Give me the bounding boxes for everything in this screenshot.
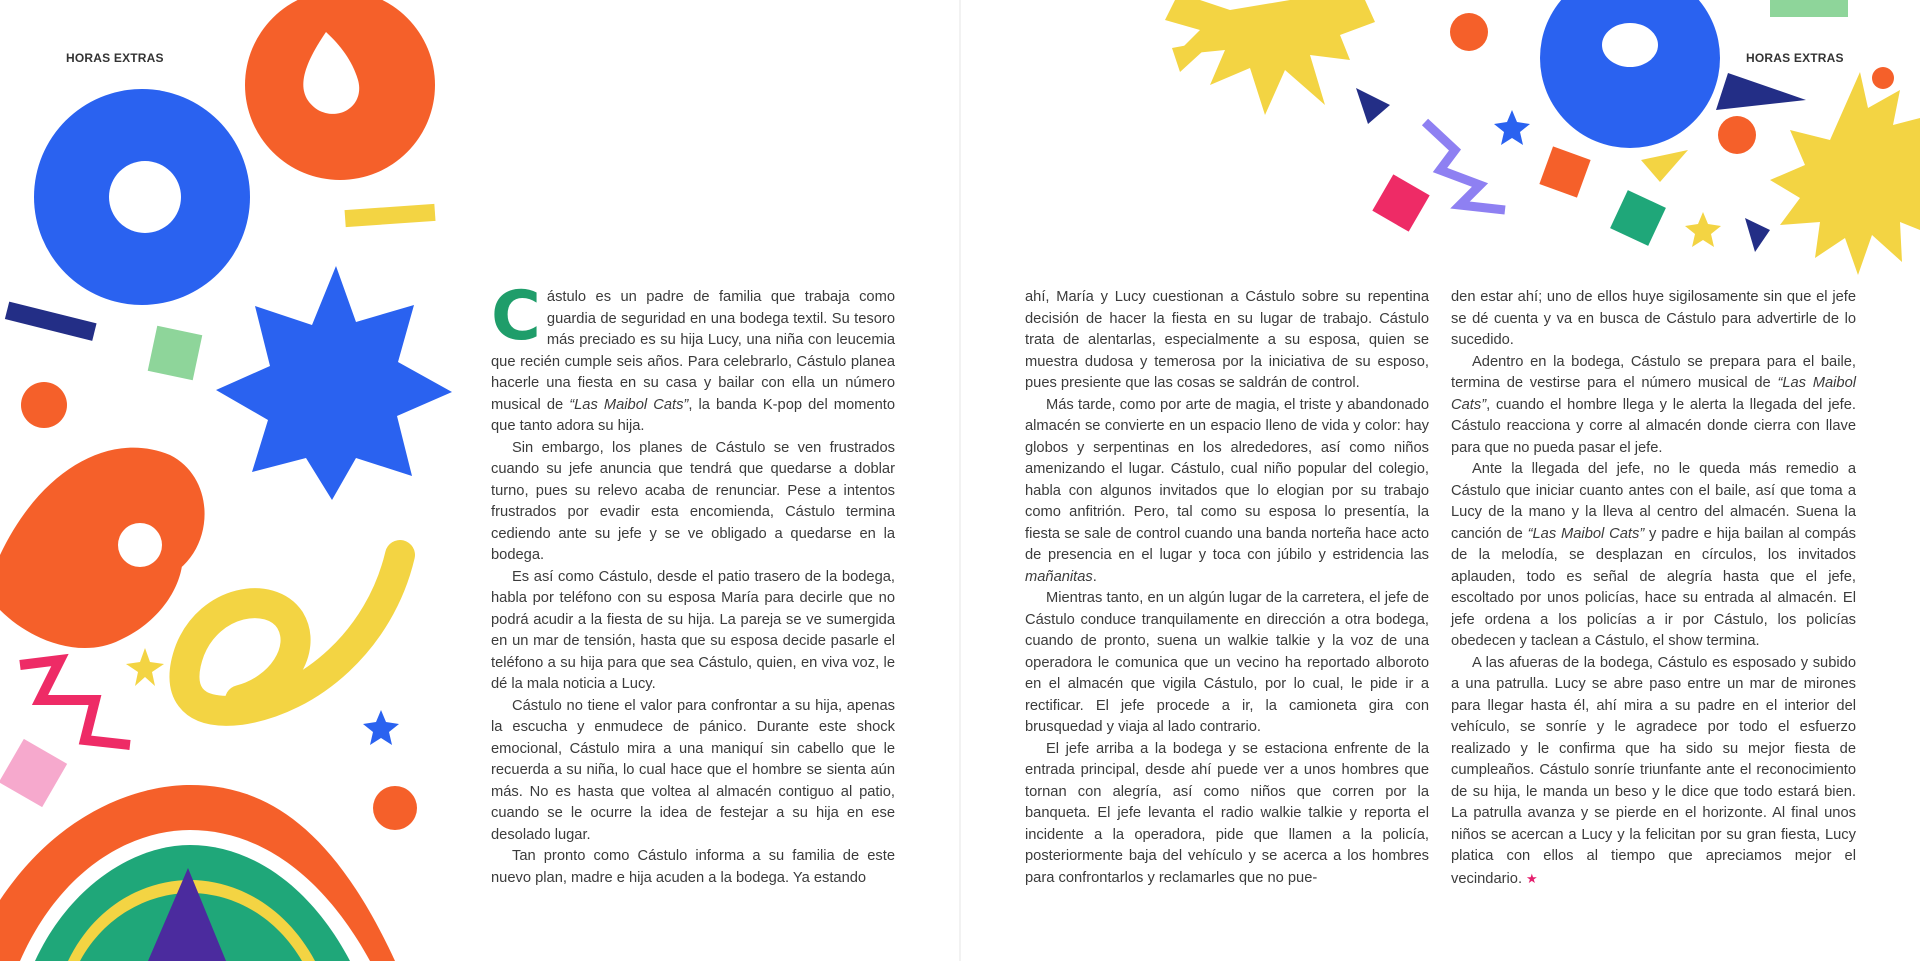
yellow-shard xyxy=(1172,40,1215,72)
story-column-2 xyxy=(1025,287,1429,889)
navy-triangle-1 xyxy=(1356,88,1390,124)
navy-bar xyxy=(5,302,97,341)
page-gutter xyxy=(959,0,961,961)
yellow-loop xyxy=(184,555,400,711)
orange-dot xyxy=(21,382,67,428)
orange-loop xyxy=(0,448,205,648)
orange-diamond xyxy=(1539,146,1590,197)
orange-drop-shape xyxy=(245,0,435,180)
paragraph: El jefe arriba a la bodega y se estaciona enfrente de la entrada principal, desde ahí puede ver a unos hombres que tornan con alegría, así como niños que corren por la banqueta. El jefe levanta el radio walkie talkie y reporta el incidente a la operadora, pide que llamen a la policía, posteriormente baja del vehículo y se acerca a los hombres para confrontarlos y reclamarles que no pue- xyxy=(1025,740,1429,886)
paragraph: A las afueras de la bodega, Cástulo es esposado y subido a una patrulla. Lucy se abre paso entre un mar de mirones para llegar hasta él, ahí mira a su padre en el interior del vehículo, se sonríe y le agradece por todo el esfuerzo realizado y le confirma que ha sido su mejor fiesta de cumpleaños. Cástulo sonríe triunfante ante el reconocimiento de su hija, le manda un beso y le dice que todo estará bien. La patrulla avanza y se pierde en el horizonte. Al final unos niños se acercan a Lucy y la felicitan por su gran fiesta, Lucy platica con ellos al tiempo que apreciamos mejor el vecindario. ★ xyxy=(1451,654,1856,887)
paragraph: Mientras tanto, en un algún lugar de la carretera, el jefe de Cástulo conduce tranquilamente en dirección a otra bodega, cuando de pronto, suena un walkie talkie y la voz de una operadora le comunica que un vecino ha reportado alboroto en el almacén que vigila Cástulo, por lo cual, le pide ir a rectificar. El jefe procede a ir, la camioneta gira con brusquedad y viaja al lado contrario. xyxy=(1025,590,1429,735)
red-diamond xyxy=(1372,174,1429,231)
mint-diamond xyxy=(1610,190,1666,246)
rainbow-arch xyxy=(0,785,395,961)
paragraph: Adentro en la bodega, Cástulo se prepara para el baile, termina de vestirse para el número musical de “Las Maibol Cats”, cuando el hombre llega y le alerta la llegada del jefe. Cástulo reacciona y corre al almacén donde cierra con llave para que no pueda pasar el jefe. xyxy=(1451,353,1856,456)
paragraph: den estar ahí; uno de ellos huye sigilosamente sin que el jefe se dé cuenta y va en busca de Cástulo para advertirle de lo sucedido. xyxy=(1451,289,1856,348)
paragraph: ahí, María y Lucy cuestionan a Cástulo sobre su repentina decisión de hacer la fiesta en su lugar de trabajo. Cástulo trata de alentarlas, especialmente a su esposa, quien se muestra dudosa y temerosa por la iniciativa de su esposo, pues presiente que las cosas se saldrán de control. xyxy=(1025,289,1429,391)
mint-square xyxy=(148,326,203,381)
pink-zigzag xyxy=(20,660,130,745)
orange-dot-right-1 xyxy=(1450,13,1488,51)
section-label-right: HORAS EXTRAS xyxy=(1746,51,1844,65)
navy-triangle-3 xyxy=(1745,218,1770,252)
yellow-bar xyxy=(345,204,436,227)
paragraph: Es así como Cástulo, desde el patio trasero de la bodega, habla por teléfono con su esposa María para decirle que no podrá acudir a la fiesta de su hija. La pareja se ve sumergida en un mar de tensión, hasta que su esposa decide pasarle el teléfono a su hija para que sea Cástulo, quien, en viva voz, le dé la mala noticia a Lucy. xyxy=(491,568,895,692)
story-column-1 xyxy=(491,277,895,889)
blue-star xyxy=(216,266,452,500)
blue-sparkle-right xyxy=(1494,110,1530,145)
orange-dot-right-3 xyxy=(1718,116,1756,154)
yellow-sparkle xyxy=(126,648,164,686)
yellow-sparkle-right xyxy=(1685,212,1721,247)
blue-ring-right xyxy=(1540,0,1720,148)
orange-dot-right-2 xyxy=(1872,67,1894,89)
blue-sparkle xyxy=(363,710,399,745)
yellow-shard-2 xyxy=(1641,150,1688,182)
lilac-zigzag xyxy=(1425,122,1505,210)
paragraph: Más tarde, como por arte de magia, el triste y abandonado almacén se convierte en un espacio lleno de vida y color: hay globos y serpentinas en los alrededores, así como niños amenizando el lugar. Cástulo, cual niño popular del colegio, habla con algunos invitados que lo elogian por su trabajo como anfitrión. Pero, tal como su esposa lo presentía, la fiesta se sale de control cuando una banda norteña hace acto de presencia en el lugar y toca con júbilo y estridencia las mañanitas. xyxy=(1025,396,1429,585)
pink-square xyxy=(0,739,67,807)
paragraph: Sin embargo, los planes de Cástulo se ven frustrados cuando su jefe anuncia que tendrá que quedarse a doblar turno, pues su relevo acaba de renunciar. Pese a intentos frustrados por evadir esta encomienda, Cástulo termina cediendo ante su jefe y se ve obligado a quedarse en la bodega. xyxy=(491,439,895,563)
paragraph: Cástulo es un padre de familia que trabaja como guardia de seguridad en una bodega textil. Su tesoro más preciado es su hija Lucy, una niña con leucemia que recién cumple seis años. Para celebrarlo, Cástulo planea hacerle una fiesta en su casa y bailar con ella un número musical de “Las Maibol Cats”, la banda K-pop del momento que tanto adora su hija. xyxy=(491,277,895,434)
blue-ring xyxy=(34,89,250,305)
paragraph: Tan pronto como Cástulo informa a su familia de este nuevo plan, madre e hija acuden a la bodega. Ya estando xyxy=(491,848,895,886)
end-star-icon: ★ xyxy=(1526,870,1538,886)
paragraph: Cástulo no tiene el valor para confrontar a su hija, apenas la escucha y enmudece de pánico. Durante este shock emocional, Cástulo mira a una maniquí sin cabello que le recuerda a su niña, lo cual hace que el hombre se sienta aún más. No es hasta que voltea al almacén contiguo al patio, cuando se le ocurre la idea de festejar a su hija en ese desolado lugar. xyxy=(491,697,895,843)
story-column-3 xyxy=(1451,287,1856,890)
section-label-left: HORAS EXTRAS xyxy=(66,51,164,65)
paragraph: Ante la llegada del jefe, no le queda más remedio a Cástulo que iniciar cuanto antes con el baile, así que toma a Lucy de la mano y la lleva al centro del almacén. Suena la canción de “Las Maibol Cats” y padre e hija bailan al compás de la melodía, se desplazan en círculos, los invitados aplauden, todo es señal de alegría hasta que el jefe, escoltado por unos policías, hace su entrada al almacén. El jefe ordena a los policías a ir por Cástulo, los policías obedecen y taclean a Cástulo, el show termina. xyxy=(1451,461,1857,649)
yellow-starburst-right xyxy=(1770,72,1920,275)
purple-triangle xyxy=(148,868,226,961)
drop-cap: C xyxy=(491,277,541,356)
yellow-starburst-top xyxy=(1165,0,1375,115)
mint-bar xyxy=(1770,0,1848,17)
orange-dot-2 xyxy=(373,786,417,830)
navy-triangle-2 xyxy=(1716,73,1806,110)
